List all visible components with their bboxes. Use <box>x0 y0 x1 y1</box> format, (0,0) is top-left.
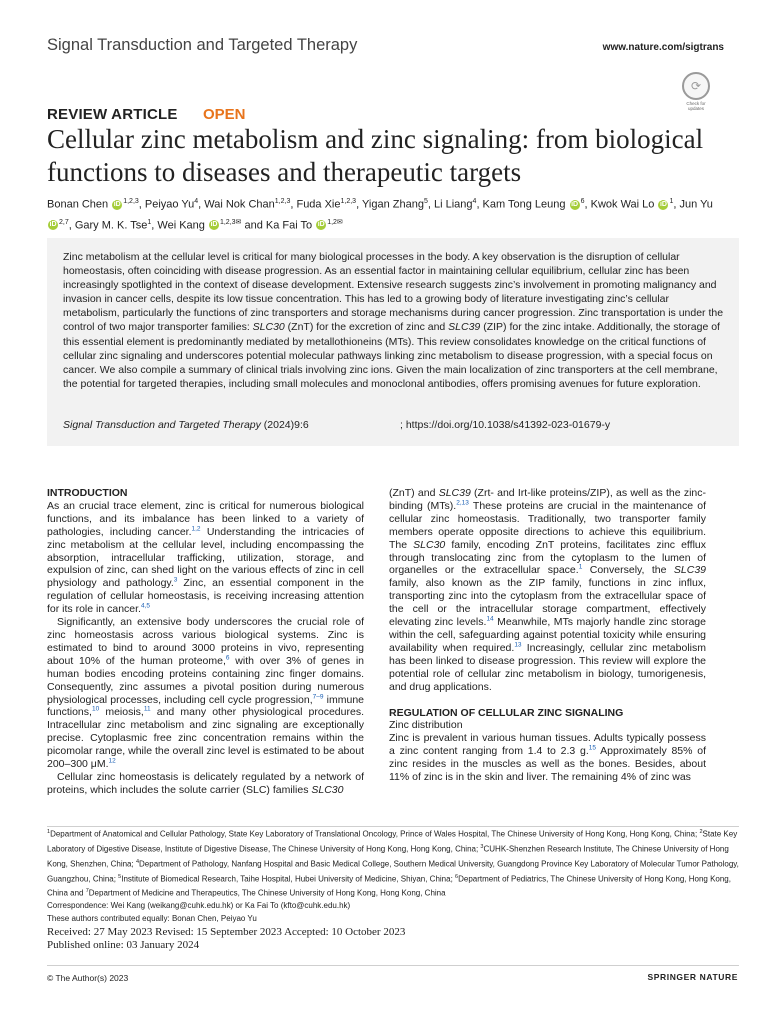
affiliations <box>47 826 739 925</box>
section-heading-introduction: INTRODUCTION <box>47 487 128 499</box>
citation <box>63 419 309 431</box>
divider <box>47 965 739 966</box>
received-dates: Received: 27 May 2023 Revised: 15 September 2023 Accepted: 10 October 2023 <box>47 926 406 938</box>
paragraph: Zinc is prevalent in various human tissues. Adults typically possess a zinc content ranging from 1.4 to 2.3 g.$^{15}$ Approximately 85% of zinc resides in the muscles as well as the bones. Besides, about 11% of zinc is in the skin and liver. The remaining 4% of zinc was <box>389 732 706 784</box>
check-for-updates-badge[interactable] <box>678 72 714 111</box>
journal-name: Signal Transduction and Targeted Therapy <box>47 36 358 54</box>
left-column <box>47 487 364 797</box>
article-dates <box>47 926 739 952</box>
correspondence[interactable]: Correspondence: Wei Kang (weikang@cuhk.edu.hk) or Ka Fai To (kfto@cuhk.edu.hk) <box>47 901 351 911</box>
right-column <box>389 487 706 784</box>
published-date: Published online: 03 January 2024 <box>47 939 200 951</box>
paragraph: Significantly, an extensive body underscores the crucial role of zinc homeostasis across various biological systems. Zinc is estimated to bind to around 3000 proteins in vivo, representing about 10% of the human proteome,$^6$ with over 3% of genes in human bodies encoding proteins containing zinc finger domains. Consequently, zinc assumes a pivotal position during numerous physiological processes, including cell cycle progression,$^{7-9}$ immune functions,$^{10}$ meiosis,$^{11}$ and many other physiological procedures. Intracellular zinc metabolism and zinc signaling are exceptionally precise. Cytoplasmic free zinc concentration remains within the picomolar range, while the overall zinc level is estimated to be about 200–300 μM.$^{12}$ <box>47 616 364 771</box>
section-heading-regulation: REGULATION OF CELLULAR ZINC SIGNALING <box>389 706 624 719</box>
author-list[interactable]: Bonan Chen iD $^{1,2,3}$, Peiyao Yu$^4$, Wai Nok Chan$^{1,2,3}$, Fuda Xie$^{1,2,3}$, Yigan Zhang$^5$, Li Liang$^4$, Kam Tong Leung iD $^6$, Kwok Wai Lo iD $^1$, Jun Yu iD $^{2,7}$, Gary M. K. Tse$^1$, Wei Kang iD $^{1,2,3✉}$ and Ka Fai To iD $^{1,2✉}$ <box>47 198 713 232</box>
subsection-heading: Zinc distribution <box>389 719 463 732</box>
citation-journal: Signal Transduction and Targeted Therapy <box>63 419 261 431</box>
article-title: Cellular zinc metabolism and zinc signaling: from biological functions to diseases and therapeutic targets <box>47 124 704 187</box>
check-updates-label: Check for updates <box>686 101 706 111</box>
affiliation-list: $^1$Department of Anatomical and Cellular Pathology, State Key Laboratory of Translational Oncology, Prince of Wales Hospital, The Chinese University of Hong Kong, Hong Kong, China; $^2$State Key Laboratory of Digestive Disease, Institute of Digestive Disease, The Chinese University of Hong Kong, Hong Kong, China; $^3$CUHK-Shenzhen Research Institute, The Chinese University of Hong Kong, Shenzhen, China; $^4$Department of Pathology, Nanfang Hospital and Basic Medical College, Southern Medical University, Guangdong Province Key Laboratory of Molecular Tumor Pathology, Guangzhou, China; $^5$Institute of Biomedical Research, Taihe Hospital, Hubei University of Medicine, Shiyan, China; $^6$Department of Pediatrics, The Chinese University of Hong Kong, Hong Kong, China and $^7$Department of Medicine and Therapeutics, The Chinese University of Hong Kong, Hong Kong, China <box>47 829 739 899</box>
abstract-text: Zinc metabolism at the cellular level is critical for many biological processes in the body. A key observation is the disruption of cellular homeostasis, often coinciding with disease progression. As an essential factor in maintaining cellular equilibrium, cellular zinc has been increasingly spotlighted in the context of disease development. Extensive research suggests zinc’s involvement in promoting malignancy and invasion in cancer cells, despite its low tissue concentration. This has led to a growing body of literature investigating zinc’s cellular metabolism, particularly the functions of zinc transporters and storage mechanisms during cancer progression. Zinc transportation is under the control of two major transporter families: SLC30 (ZnT) for the excretion of zinc and SLC39 (ZIP) for the zinc intake. Additionally, the storage of this essential element is predominantly mediated by metallothioneins (MTs). This review consolidates knowledge on the critical functions of cellular zinc signaling and underscores potential molecular pathways linking zinc metabolism to disease progression, with a special focus on cancer. We also compile a summary of clinical trials involving zinc ions. Given the main localization of zinc transporters at the cell membrane, the potential for targeted therapies, including small molecules and monoclonal antibodies, offers promising avenues for future exploration. <box>63 251 724 390</box>
open-access-tag: OPEN <box>203 106 246 123</box>
abstract-box <box>47 238 739 446</box>
site-url[interactable]: www.nature.com/sigtrans <box>602 42 724 53</box>
check-updates-icon: ⟳ <box>682 72 710 100</box>
article-type: REVIEW ARTICLE <box>47 106 178 123</box>
citation-volume: (2024)9:6 <box>260 419 309 431</box>
copyright: © The Author(s) 2023 <box>47 973 129 983</box>
paragraph: As an crucial trace element, zinc is critical for numerous biological functions, and its imbalance has been linked to a variety of pathologies, including cancer.$^{1,2}$ Understanding the intricacies of zinc metabolism at the cellular level, including encompassing the absorption, intracellular trafficking, utilization, storage, and expulsion of zinc, can shed light on the various effects of zinc in cell physiology and pathology.$^3$ Zinc, an essential component in the regulation of cellular homeostasis, is receiving increasing attention for its role in cancer.$^{4,5}$ <box>47 499 365 616</box>
publisher-logo: SPRINGER NATURE <box>647 972 738 982</box>
equal-contribution-note: These authors contributed equally: Bonan Chen, Peiyao Yu <box>47 913 257 923</box>
doi-link[interactable]: ; https://doi.org/10.1038/s41392-023-01679-y <box>400 419 611 431</box>
paragraph: Cellular zinc homeostasis is delicately regulated by a network of proteins, which includes the solute carrier (SLC) families SLC30 <box>47 770 364 796</box>
paragraph: (ZnT) and SLC39 (Zrt- and Irt-like proteins/ZIP), as well as the zinc-binding (MTs).$^{2,13}$ These proteins are crucial in the maintenance of cellular zinc homeostasis. Traditionally, two transporter family members operate opposite directions to achieve this equilibrium. The SLC30 family, encoding ZnT proteins, facilitates zinc efflux through translocating zinc from the cytoplasm to the lumen of organelles or the extracellular space.$^1$ Conversely, the SLC39 family, also known as the ZIP family, functions in zinc influx, transporting zinc into the cytoplasm from the extracellular space of the cell or the intracellular storage compartment, effectively elevating zinc levels.$^{14}$ Meanwhile, MTs majorly handle zinc storage within the cell, safeguarding against potential toxicity while ensuring availability when required.$^{13}$ Increasingly, cellular zinc metabolism has been linked to disease progression. This review will explore the potential role of cellular zinc metabolism in biology, tumorigenesis, and drug applications. <box>389 487 707 693</box>
